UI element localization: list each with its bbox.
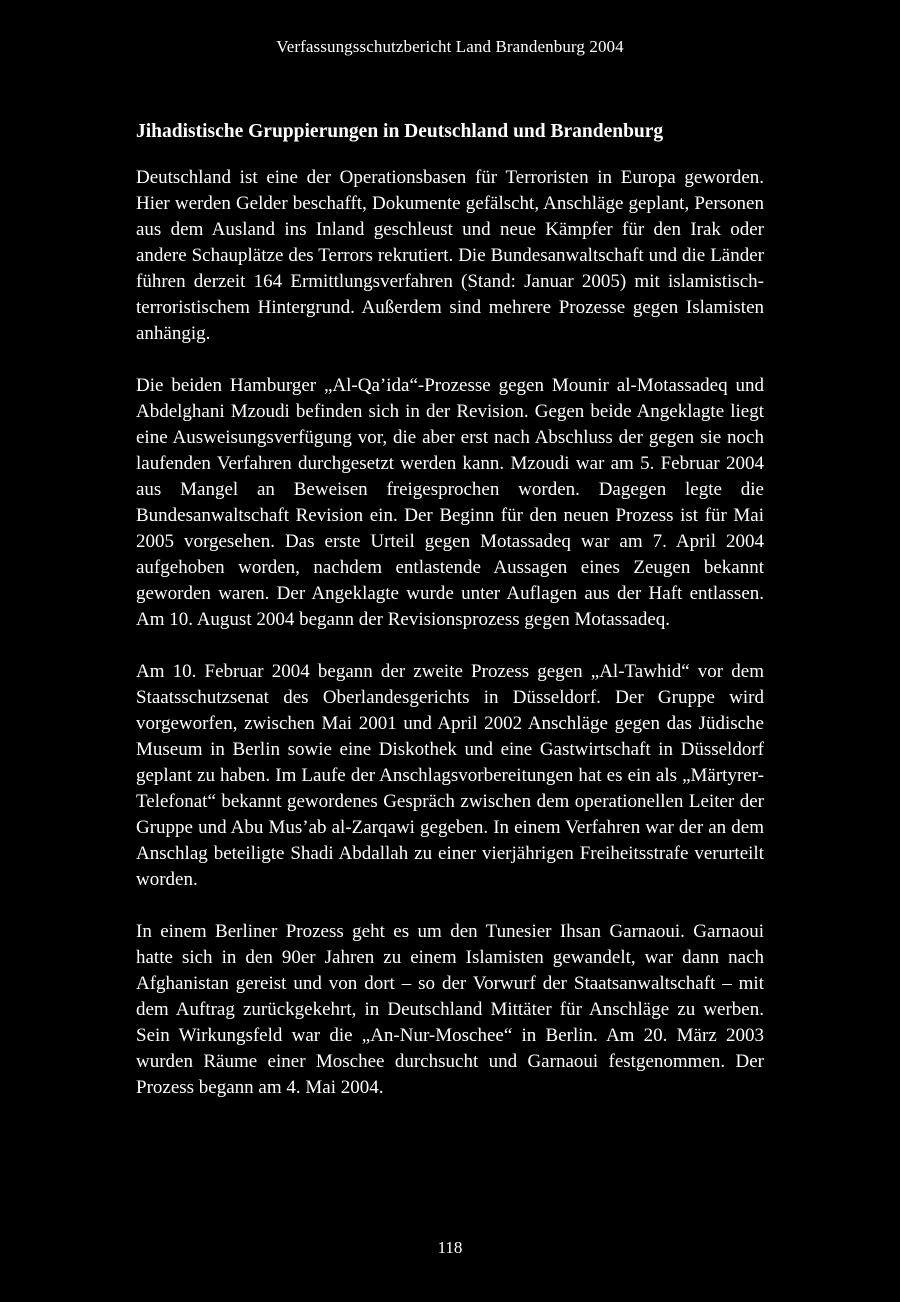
running-header: Verfassungsschutzbericht Land Brandenburg 2004 <box>276 37 624 56</box>
paragraph-terror-bases: Deutschland ist eine der Operationsbasen für Terroristen in Europa geworden. Hier werden Gelder beschafft, Dokumente gefälscht, Anschläge geplant, Personen aus dem Ausland ins Inland geschleust und neue Kämpfer für den Irak oder andere Schauplätze des Terrors rekrutiert. Die Bundesanwaltschaft und die Länder führen derzeit 164 Ermittlungsverfahren (Stand: Januar 2005) mit islamistisch-terroristischem Hintergrund. Außerdem sind mehrere Prozesse gegen Islamisten anhängig. <box>136 167 764 344</box>
paragraph-berlin-trial: In einem Berliner Prozess geht es um den Tunesier Ihsan Garnaoui. Garnaoui hatte sich in den 90er Jahren zu einem Islamisten gewandelt, war dann nach Afghanistan gereist und von dort – so der Vorwurf der Staatsanwaltschaft – mit dem Auftrag zurückgekehrt, in Deutschland Mittäter für Anschläge zu werben. Sein Wirkungsfeld war die „An-Nur-Moschee“ in Berlin. Am 20. März 2003 wurden Räume einer Moschee durchsucht und Garnaoui festgenommen. Der Prozess begann am 4. Mai 2004. <box>136 921 764 1098</box>
page-number: 118 <box>437 1238 463 1257</box>
paragraph-al-tawhid-trial: Am 10. Februar 2004 begann der zweite Prozess gegen „Al-Tawhid“ vor dem Staatsschutzsenat des Oberlandesgerichts in Düsseldorf. Der Gruppe wird vorgeworfen, zwischen Mai 2001 und April 2002 Anschläge gegen das Jüdische Museum in Berlin sowie eine Diskothek und eine Gastwirtschaft in Düsseldorf geplant zu haben. Im Laufe der Anschlagsvorbereitungen hat es ein als „Märtyrer-Telefonat“ bekannt gewordenes Gespräch zwischen dem operationellen Leiter der Gruppe und Abu Mus’ab al-Zarqawi gegeben. In einem Verfahren war der an dem Anschlag beteiligte Shadi Abdallah zu einer vierjährigen Freiheitsstrafe verurteilt worden. <box>136 661 764 890</box>
paragraph-hamburg-trials: Die beiden Hamburger „Al-Qa’ida“-Prozesse gegen Mounir al-Motassadeq und Abdelghani Mzoudi befinden sich in der Revision. Gegen beide Angeklagte liegt eine Ausweisungsverfügung vor, die aber erst nach Abschluss der gegen sie noch laufenden Verfahren durchgesetzt werden kann. Mzoudi war am 5. Februar 2004 aus Mangel an Beweisen freigesprochen worden. Dagegen legte die Bundesanwaltschaft Revision ein. Der Beginn für den neuen Prozess ist für Mai 2005 vorgesehen. Das erste Urteil gegen Motassadeq war am 7. April 2004 aufgehoben worden, nachdem entlastende Aussagen eines Zeugen bekannt geworden waren. Der Angeklagte wurde unter Auflagen aus der Haft entlassen. Am 10. August 2004 begann der Revisionsprozess gegen Motassadeq. <box>136 375 764 630</box>
section-title: Jihadistische Gruppierungen in Deutschland und Brandenburg <box>136 121 664 142</box>
page-content <box>136 118 764 1127</box>
